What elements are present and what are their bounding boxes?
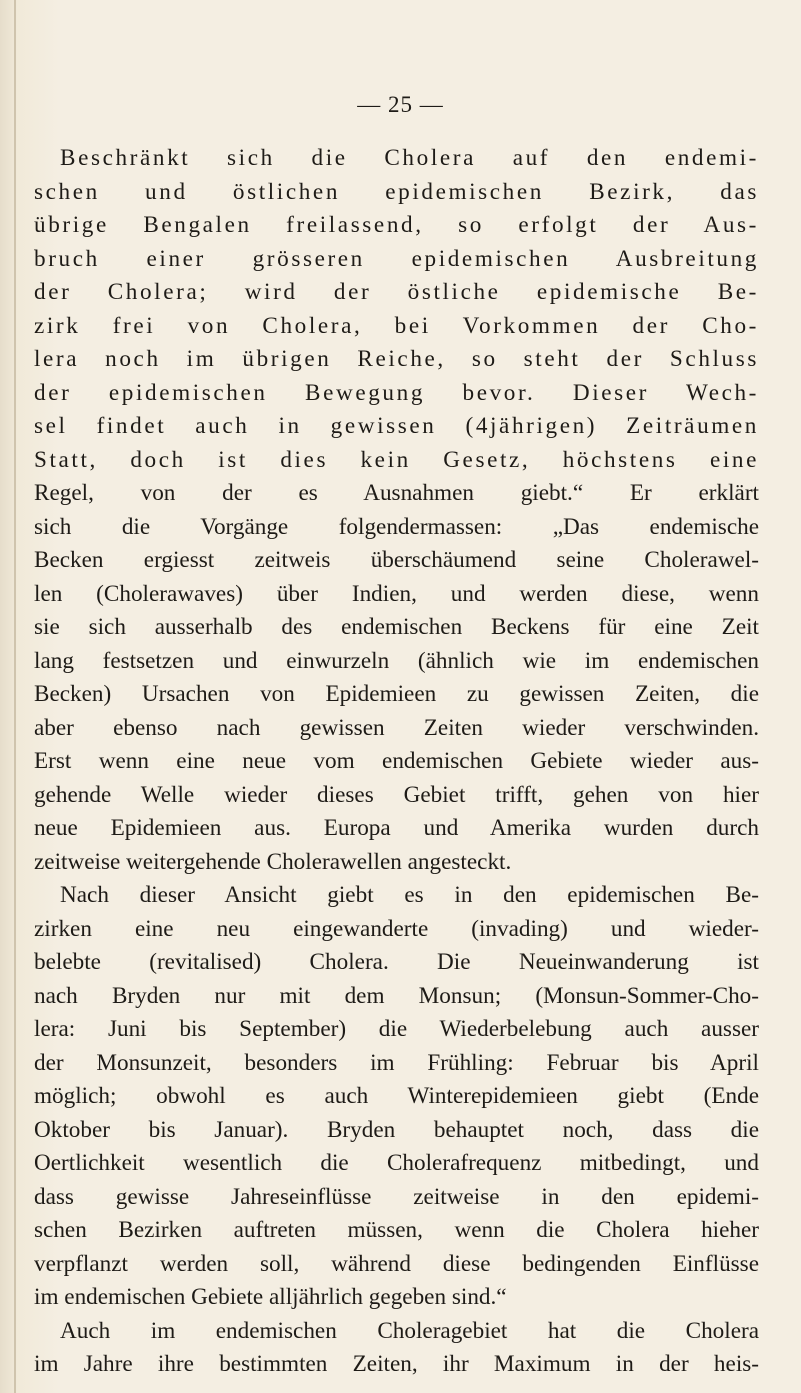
text-line: Statt, doch ist dies kein Gesetz, höchstens eine: [34, 446, 759, 473]
text-line: Nach dieser Ansicht giebt es in den epidemischen Be-: [60, 882, 759, 908]
text-line: Becken) Ursachen von Epidemieen zu gewissen Zeiten, die: [34, 681, 759, 707]
text-line: Erst wenn eine neue vom endemischen Gebiete wieder aus-: [34, 748, 759, 774]
text-line: zeitweise weitergehende Cholerawellen angesteckt.: [34, 848, 512, 875]
text-line: verpflanzt werden soll, während diese bedingenden Einflüsse: [34, 1250, 759, 1277]
text-line: Auch im endemischen Choleragebiet hat die Cholera: [60, 1317, 759, 1344]
text-line: sel findet auch in gewissen (4jährigen) Zeiträumen: [34, 413, 759, 439]
text-line: Regel, von der es Ausnahmen giebt.“ Er erklärt: [34, 480, 759, 506]
text-line: sich die Vorgänge folgendermassen: „Das endemische: [34, 513, 759, 540]
text-line: im endemischen Gebiete alljährlich gegeben sind.“: [34, 1284, 507, 1310]
text-line: lera noch im übrigen Reiche, so steht der Schluss: [34, 346, 759, 372]
text-line: zirk frei von Cholera, bei Vorkommen der Cho-: [34, 312, 759, 339]
body-text: [34, 142, 759, 1382]
page-number: — 25 —: [357, 92, 444, 117]
text-line: Becken ergiesst zeitweis überschäumend seine Cholerawel-: [34, 547, 759, 573]
text-line: zirken eine neu eingewanderte (invading) und wieder-: [34, 915, 759, 942]
text-line: Oktober bis Januar). Bryden behauptet noch, dass die: [34, 1116, 759, 1143]
text-line: dass gewisse Jahreseinflüsse zeitweise in den epidemi-: [34, 1183, 759, 1210]
text-line: sie sich ausserhalb des endemischen Beckens für eine Zeit: [34, 614, 759, 640]
text-line: neue Epidemieen aus. Europa und Amerika wurden durch: [34, 815, 759, 841]
text-line: bruch einer grösseren epidemischen Ausbreitung: [34, 245, 759, 272]
text-line: belebte (revitalised) Cholera. Die Neueinwanderung ist: [34, 949, 759, 975]
text-line: schen Bezirken auftreten müssen, wenn die Cholera hieher: [34, 1217, 759, 1243]
text-line: der Cholera; wird der östliche epidemische Be-: [34, 279, 759, 305]
text-line: der epidemischen Bewegung bevor. Dieser Wech-: [34, 379, 759, 406]
text-line: len (Cholerawaves) über Indien, und werden diese, wenn: [34, 580, 759, 607]
text-line: gehende Welle wieder dieses Gebiet trifft, gehen von hier: [34, 781, 759, 808]
text-line: nach Bryden nur mit dem Monsun; (Monsun-Sommer-Cho-: [34, 982, 759, 1009]
text-line: Beschränkt sich die Cholera auf den endemi-: [60, 145, 759, 171]
text-line: im Jahre ihre bestimmten Zeiten, ihr Maximum in der heis-: [34, 1351, 759, 1377]
text-line: lera: Juni bis September) die Wiederbelebung auch ausser: [34, 1016, 759, 1042]
text-line: lang festsetzen und einwurzeln (ähnlich wie im endemischen: [34, 647, 759, 674]
text-line: aber ebenso nach gewissen Zeiten wieder verschwinden.: [34, 714, 759, 741]
text-line: Oertlichkeit wesentlich die Cholerafrequenz mitbedingt, und: [34, 1150, 759, 1176]
text-line: schen und östlichen epidemischen Bezirk, das: [34, 178, 759, 205]
text-line: übrige Bengalen freilassend, so erfolgt der Aus-: [34, 212, 759, 238]
text-line: der Monsunzeit, besonders im Frühling: Februar bis April: [34, 1049, 759, 1076]
page-gutter-shadow: [14, 0, 16, 1393]
text-line: möglich; obwohl es auch Winterepidemieen giebt (Ende: [34, 1083, 759, 1109]
